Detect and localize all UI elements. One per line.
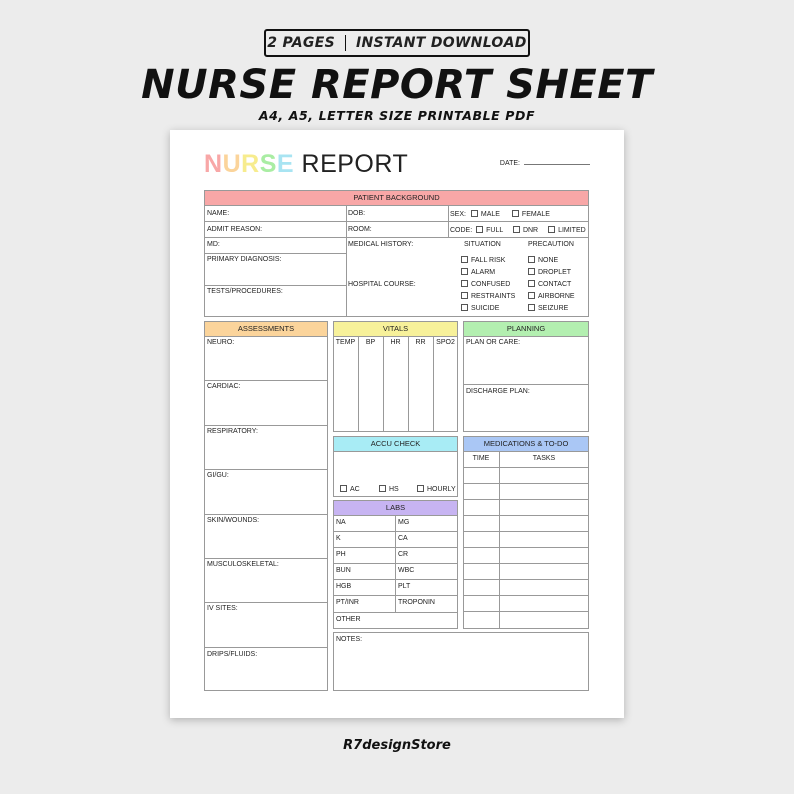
male-label: MALE bbox=[480, 211, 500, 218]
precaution-option-1: DROPLET bbox=[528, 268, 571, 276]
notes-box[interactable] bbox=[333, 632, 589, 691]
checkbox[interactable] bbox=[528, 268, 535, 275]
situation-option-1: ALARM bbox=[461, 268, 495, 276]
sex-field bbox=[450, 210, 550, 218]
date-field[interactable] bbox=[500, 160, 590, 167]
code-field bbox=[450, 226, 586, 234]
situation-option-3: RESTRAINTS bbox=[461, 292, 515, 300]
accu-option-hourly: HOURLY bbox=[417, 485, 456, 493]
dnr-label: DNR bbox=[522, 227, 539, 234]
sex-label: SEX: bbox=[450, 211, 466, 218]
lab-cr: CR bbox=[398, 551, 409, 558]
assessment-respiratory: RESPIRATORY: bbox=[207, 428, 258, 435]
meds-tasks-header: TASKS bbox=[532, 455, 556, 462]
planning-header: PLANNING bbox=[463, 321, 589, 337]
checkbox[interactable] bbox=[528, 304, 535, 311]
hospital-course-label: HOSPITAL COURSE: bbox=[348, 281, 416, 288]
situation-option-2: CONFUSED bbox=[461, 280, 510, 288]
subline: A4, A5, LETTER SIZE PRINTABLE PDF bbox=[258, 108, 536, 123]
accu-option-hs: HS bbox=[379, 485, 399, 493]
limited-label: LIMITED bbox=[558, 227, 586, 234]
lab-troponin: TROPONIN bbox=[398, 599, 435, 606]
vitals-header: VITALS bbox=[333, 321, 458, 337]
admit-reason-label: ADMIT REASON: bbox=[207, 226, 263, 233]
lab-mg: MG bbox=[398, 519, 410, 526]
download-label: INSTANT DOWNLOAD bbox=[355, 35, 527, 51]
female-checkbox[interactable] bbox=[512, 210, 519, 217]
lab-pt-inr: PT/INR bbox=[336, 599, 359, 606]
checkbox[interactable] bbox=[461, 304, 468, 311]
lab-hgb: HGB bbox=[336, 583, 352, 590]
vitals-col-bp: BP bbox=[365, 339, 376, 346]
checkbox[interactable] bbox=[528, 256, 535, 263]
title-letter-s: S bbox=[259, 150, 277, 178]
md-label: MD: bbox=[207, 241, 220, 248]
labs-header: LABS bbox=[333, 500, 458, 516]
precaution-option-0: NONE bbox=[528, 256, 558, 264]
discharge-plan-label: DISCHARGE PLAN: bbox=[466, 388, 530, 395]
medical-history-label: MEDICAL HISTORY: bbox=[348, 241, 414, 248]
checkbox[interactable] bbox=[461, 280, 468, 287]
medications-box bbox=[463, 451, 589, 629]
situation-label: SITUATION bbox=[464, 241, 501, 248]
assessment-gi-gu: GI/GU: bbox=[207, 472, 229, 479]
limited-checkbox[interactable] bbox=[548, 226, 555, 233]
checkbox[interactable] bbox=[528, 292, 535, 299]
report-sheet bbox=[170, 130, 624, 718]
room-label: ROOM: bbox=[348, 226, 372, 233]
situation-option-0: FALL RISK bbox=[461, 256, 505, 264]
patient-background-header: PATIENT BACKGROUND bbox=[204, 190, 589, 206]
tests-procedures-label: TESTS/PROCEDURES: bbox=[207, 288, 283, 295]
lab-ca: CA bbox=[398, 535, 408, 542]
title-letter-u: U bbox=[222, 150, 242, 178]
full-code-label: FULL bbox=[486, 227, 503, 234]
code-label: CODE: bbox=[450, 227, 473, 234]
title-letter-n: N bbox=[204, 150, 223, 178]
checkbox[interactable] bbox=[528, 280, 535, 287]
checkbox[interactable] bbox=[417, 485, 424, 492]
assessment-iv-sites: IV SITES: bbox=[207, 605, 238, 612]
pages-label: 2 PAGES bbox=[267, 35, 335, 51]
title-letter-e: E bbox=[276, 150, 295, 178]
lab-bun: BUN bbox=[336, 567, 351, 574]
sheet-title bbox=[204, 150, 408, 179]
date-label: DATE: bbox=[499, 160, 520, 167]
checkbox[interactable] bbox=[379, 485, 386, 492]
assessment-skin-wounds: SKIN/WOUNDS: bbox=[207, 517, 260, 524]
checkbox[interactable] bbox=[461, 292, 468, 299]
lab-wbc: WBC bbox=[398, 567, 415, 574]
precaution-option-2: CONTACT bbox=[528, 280, 571, 288]
vitals-col-hr: HR bbox=[390, 339, 401, 346]
male-checkbox[interactable] bbox=[471, 210, 478, 217]
lab-other: OTHER bbox=[336, 616, 361, 623]
accu-check-header: ACCU CHECK bbox=[333, 436, 458, 452]
precaution-label: PRECAUTION bbox=[528, 241, 574, 248]
assessments-header: ASSESSMENTS bbox=[204, 321, 328, 337]
lab-ph: PH bbox=[336, 551, 346, 558]
assessment-cardiac: CARDIAC: bbox=[207, 383, 241, 390]
plan-of-care-label: PLAN OR CARE: bbox=[466, 339, 521, 346]
situation-option-4: SUICIDE bbox=[461, 304, 499, 312]
checkbox[interactable] bbox=[461, 268, 468, 275]
vitals-col-rr: RR bbox=[415, 339, 426, 346]
lab-na: NA bbox=[336, 519, 346, 526]
assessment-drips-fluids: DRIPS/FLUIDS: bbox=[207, 651, 258, 658]
dnr-checkbox[interactable] bbox=[513, 226, 520, 233]
vitals-col-spo2: SPO2 bbox=[436, 339, 455, 346]
name-label: NAME: bbox=[207, 210, 230, 217]
medications-header: MEDICATIONS & TO-DO bbox=[463, 436, 589, 452]
accu-option-ac: AC bbox=[340, 485, 360, 493]
checkbox[interactable] bbox=[461, 256, 468, 263]
assessment-neuro: NEURO: bbox=[207, 339, 235, 346]
vitals-box bbox=[333, 336, 458, 432]
format-badge bbox=[264, 29, 530, 57]
vitals-col-temp: TEMP bbox=[335, 339, 356, 346]
lab-k: K bbox=[336, 535, 341, 542]
meds-time-header: TIME bbox=[472, 455, 490, 462]
precaution-option-3: AIRBORNE bbox=[528, 292, 575, 300]
title-letter-r: R bbox=[241, 150, 260, 178]
store-name: R7designStore bbox=[343, 738, 451, 753]
precaution-option-4: SEIZURE bbox=[528, 304, 568, 312]
date-line[interactable] bbox=[524, 164, 590, 165]
checkbox[interactable] bbox=[340, 485, 347, 492]
headline: NURSE REPORT SHEET bbox=[141, 62, 653, 108]
title-rest: REPORT bbox=[301, 150, 409, 178]
assessment-musculoskeletal: MUSCULOSKELETAL: bbox=[207, 561, 279, 568]
lab-plt: PLT bbox=[398, 583, 411, 590]
full-code-checkbox[interactable] bbox=[476, 226, 483, 233]
female-label: FEMALE bbox=[521, 211, 550, 218]
notes-label: NOTES: bbox=[336, 636, 363, 643]
primary-diagnosis-label: PRIMARY DIAGNOSIS: bbox=[207, 256, 282, 263]
badge-divider bbox=[345, 35, 346, 51]
dob-label: DOB: bbox=[348, 210, 366, 217]
